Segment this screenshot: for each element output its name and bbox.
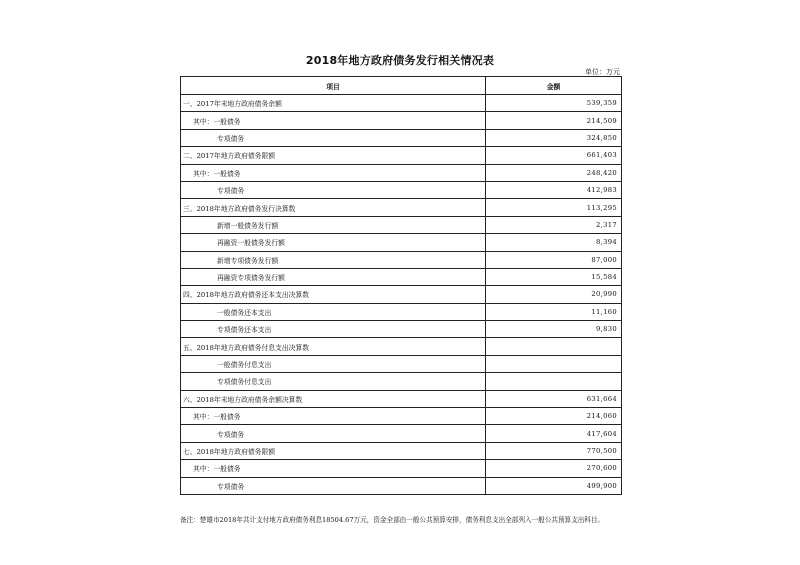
table-row xyxy=(181,286,622,303)
table-row xyxy=(181,181,622,198)
row-amount-value: 412,983 xyxy=(486,181,622,198)
row-amount-value: 8,394 xyxy=(486,234,622,251)
row-item-label: 其中：一般债务 xyxy=(181,112,486,129)
row-amount-value xyxy=(486,338,622,355)
table-row xyxy=(181,112,622,129)
row-amount-value: 539,359 xyxy=(486,95,622,112)
table-header-row xyxy=(181,77,622,95)
row-item-label: 一般债务付息支出 xyxy=(181,355,486,372)
row-amount-value: 87,000 xyxy=(486,251,622,268)
row-amount-value: 770,500 xyxy=(486,442,622,459)
row-item-label: 再融资专项债务发行额 xyxy=(181,268,486,285)
row-amount-value: 11,160 xyxy=(486,303,622,320)
table-row xyxy=(181,373,622,390)
table-row xyxy=(181,321,622,338)
row-item-label: 新增一般债务发行额 xyxy=(181,216,486,233)
header-amount: 金额 xyxy=(486,77,622,95)
footnote: 备注：楚雄市2018年共计支付地方政府债务利息18504.67万元，资金全部由一般公共预算安排，债务利息支出全部列入一般公共预算支出科目。 xyxy=(180,516,605,524)
table-row xyxy=(181,408,622,425)
row-amount-value: 20,990 xyxy=(486,286,622,303)
table-row xyxy=(181,95,622,112)
row-item-label: 新增专项债务发行额 xyxy=(181,251,486,268)
row-amount-value: 113,295 xyxy=(486,199,622,216)
row-amount-value: 15,584 xyxy=(486,268,622,285)
document-title: 2018年地方政府债务发行相关情况表 xyxy=(305,54,495,67)
row-amount-value: 661,403 xyxy=(486,147,622,164)
table-row xyxy=(181,129,622,146)
row-item-label: 专项债务付息支出 xyxy=(181,373,486,390)
unit-label: 单位：万元 xyxy=(585,68,620,76)
row-item-label: 其中：一般债务 xyxy=(181,164,486,181)
row-item-label: 专项债务 xyxy=(181,181,486,198)
row-amount-value: 9,830 xyxy=(486,321,622,338)
row-item-label: 其中：一般债务 xyxy=(181,408,486,425)
row-amount-value: 214,509 xyxy=(486,112,622,129)
row-item-label: 其中：一般债务 xyxy=(181,460,486,477)
table-row xyxy=(181,338,622,355)
debt-table xyxy=(180,76,622,495)
table-row xyxy=(181,234,622,251)
table-row xyxy=(181,477,622,494)
row-item-label: 三、2018年地方政府债务发行决算数 xyxy=(181,199,486,216)
table-row xyxy=(181,390,622,407)
row-amount-value xyxy=(486,355,622,372)
table-row xyxy=(181,442,622,459)
row-item-label: 专项债务还本支出 xyxy=(181,321,486,338)
table-row xyxy=(181,164,622,181)
table-row xyxy=(181,147,622,164)
row-item-label: 专项债务 xyxy=(181,129,486,146)
table-row xyxy=(181,199,622,216)
row-amount-value: 214,060 xyxy=(486,408,622,425)
row-item-label: 一、2017年末地方政府债务余额 xyxy=(181,95,486,112)
header-item: 项目 xyxy=(181,77,486,95)
row-item-label: 五、2018年地方政府债务付息支出决算数 xyxy=(181,338,486,355)
row-item-label: 一般债务还本支出 xyxy=(181,303,486,320)
row-item-label: 专项债务 xyxy=(181,425,486,442)
row-amount-value: 417,604 xyxy=(486,425,622,442)
row-item-label: 七、2018年地方政府债务限额 xyxy=(181,442,486,459)
row-item-label: 四、2018年地方政府债务还本支出决算数 xyxy=(181,286,486,303)
row-amount-value xyxy=(486,373,622,390)
row-amount-value: 324,850 xyxy=(486,129,622,146)
table-row xyxy=(181,355,622,372)
row-amount-value: 499,900 xyxy=(486,477,622,494)
table-row xyxy=(181,268,622,285)
table-row xyxy=(181,303,622,320)
row-amount-value: 248,420 xyxy=(486,164,622,181)
row-item-label: 再融资一般债务发行额 xyxy=(181,234,486,251)
row-item-label: 六、2018年末地方政府债务余额决算数 xyxy=(181,390,486,407)
row-amount-value: 2,317 xyxy=(486,216,622,233)
row-item-label: 专项债务 xyxy=(181,477,486,494)
table-row xyxy=(181,425,622,442)
row-amount-value: 270,600 xyxy=(486,460,622,477)
table-row xyxy=(181,460,622,477)
row-amount-value: 631,664 xyxy=(486,390,622,407)
row-item-label: 二、2017年地方政府债务限额 xyxy=(181,147,486,164)
table-row xyxy=(181,251,622,268)
table-row xyxy=(181,216,622,233)
